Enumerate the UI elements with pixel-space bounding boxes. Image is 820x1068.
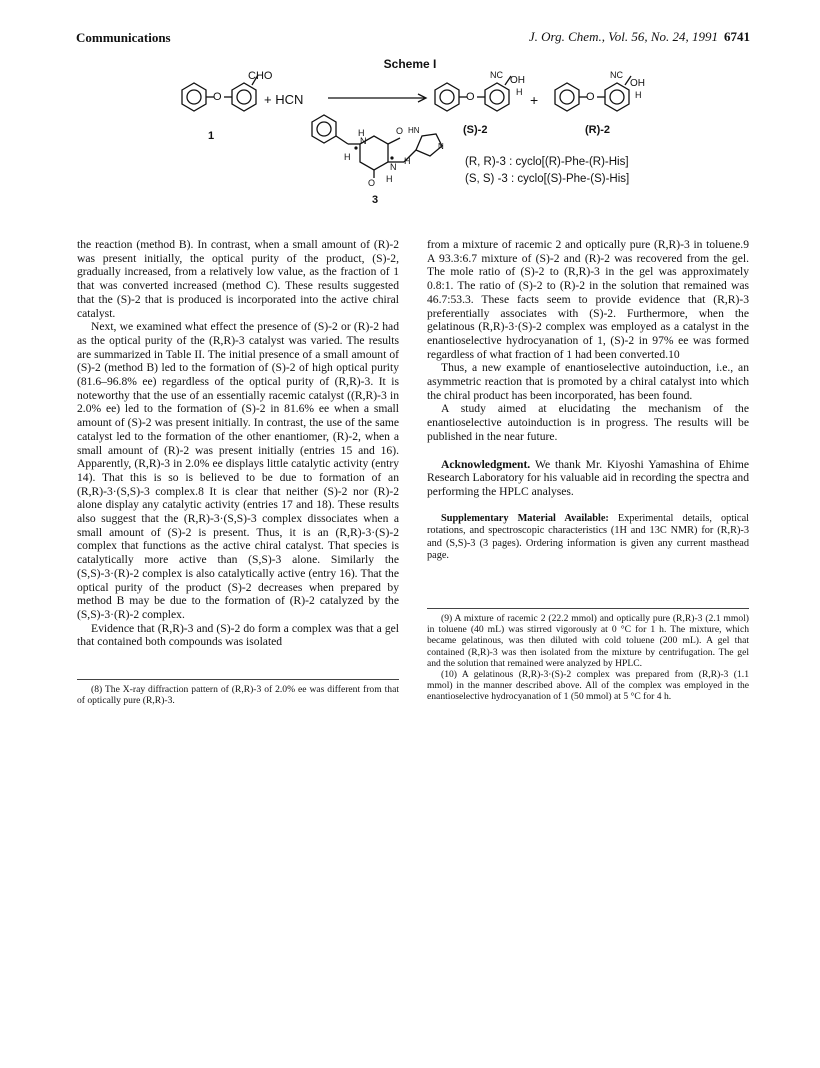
- catalyst-h-label-1: H: [344, 152, 351, 162]
- plus-hcn-label: + HCN: [264, 92, 304, 107]
- supplementary-text: Experimental details, optical rotations, and spectroscopic characteristics (1H and 13C NMR) for (R,R)-3 and (S,S)-3 (3 pages). Ordering information is given any current masthead page.: [427, 512, 749, 562]
- footnote-rule-right: [427, 608, 749, 609]
- footnotes-right: [427, 613, 749, 703]
- scheme-title: Scheme I: [383, 57, 437, 71]
- catalyst-nh-label-2: H: [386, 174, 393, 184]
- catalyst-h-label-2: H: [404, 156, 411, 166]
- running-header-section: Communications: [76, 30, 171, 45]
- compound-1-label: 1: [208, 130, 215, 142]
- left-paragraph-3: Evidence that (R,R)-3 and (S)-2 do form a complex was that a gel that contained both compounds was isolated: [77, 621, 399, 649]
- catalyst-carbonyl-o-1: O: [396, 126, 404, 136]
- catalyst-nh-label-1: H: [358, 128, 365, 138]
- hydrogen-label-s: H: [516, 87, 523, 97]
- imidazole-n-label: N: [438, 142, 444, 151]
- benzene-ring-2a: [435, 83, 459, 111]
- footnote-8-text: (8) The X-ray diffraction pattern of (R,R)-3 of 2.0% ee was different from that of optically pure (R,R)-3.: [77, 684, 399, 707]
- hydroxyl-label-s: OH: [510, 75, 525, 86]
- journal-citation: J. Org. Chem., Vol. 56, No. 24, 1991: [528, 29, 718, 44]
- hydroxyl-label-r: OH: [630, 78, 645, 89]
- catalyst-n-label-1: N: [360, 136, 367, 146]
- left-paragraph-2: Next, we examined what effect the presence of (S)-2 or (R)-2 had as the optical purity of the (R,R)-3 catalyst was varied. The results are summarized in Table II. The initial presence of a small amount of (S)-2 (method B) led to the formation of (S)-2 of high optical purity (81.6–96.8% ee) regardless of the optical purity of (R,R)-3. It is noteworthy that the use of an essentially racemic catalyst ((R,R)-3 in 2.0% ee) led to the formation of (S)-2 in 81.6% ee when a small amount of (S)-2 was present initially. In contrast, the use of the same catalyst led to the formation of the other enantiomer, (R)-2, when a small amount of (R)-2 was present initially (entries 15 and 16). Apparently, (R,R)-3 in 2.0% ee displays little catalytic activity (entry 14). That this is so is believed to be due to formation of an (R,R)-3·(S,S)-3 complex.8 It is clear that neither (S)-2 nor (R)-2 alone display any catalytic activity (entries 17 and 18). These results also suggest that the (R,R)-3·(S,S)-3 complex dissociates when a small amount of (S)-2 is present. Thus, it is an (R,R)-3·(S)-2 complex that functions as the active chiral catalyst. That species is catalytically more active than (S,S)-3 alone. Similarly the (S,S)-3·(R)-2 complex is also catalytically active (entry 16). That the optical purity of the product (S)-2 decreases when prepared by method B may be due to the formation of (R)-2 catalyzed by the (S,S)-3·(R)-2 complex.: [77, 320, 399, 621]
- right-paragraph-3: A study aimed at elucidating the mechanism of the enantioselective autoinduction is in progress. The results will be published in the near future.: [427, 402, 749, 443]
- ether-oxygen-label-1: O: [213, 91, 222, 103]
- left-paragraph-1: the reaction (method B). In contrast, when a small amount of (R)-2 was present initially, the optical purity of the product, (S)-2, gradually increased, from a relatively low value, as the fraction of 1 that was converted increased (method C). These results suggested that the (S)-2 that is produced is incorporated into the active chiral catalyst.: [77, 238, 399, 320]
- hydrogen-label-r: H: [635, 90, 642, 100]
- catalyst-carbonyl-o-2: O: [368, 178, 376, 188]
- running-header-journal: [529, 29, 750, 45]
- compound-3-label: 3: [372, 194, 379, 206]
- plus-sign: +: [530, 92, 539, 108]
- benzene-ring-3b: [605, 83, 629, 111]
- benzene-ring-2b: [485, 83, 509, 111]
- footnote-9-text: (9) A mixture of racemic 2 (22.2 mmol) and optically pure (R,R)-3 (2.1 mmol) in toluene (40 mL) was stirred vigorously at 0 °C for 1 h. The mixture, which became gelatinous, was then diluted with cold toluene (200 mL). A gel that contained (R,R)-3 was then isolated from the mixture by centrifugation. The gel and the solution that remained were analyzed by HPLC.: [427, 613, 749, 669]
- supplementary-heading: Supplementary Material Available:: [441, 512, 609, 524]
- footnote-10-text: (10) A gelatinous (R,R)-3·(S)-2 complex was prepared from (R,R)-3 (1.1 mmol) in the manner described above. All of the complex was employed in the enantioselective hydrocyanation of 1 (50 mmol) at 5 °C for 4 h.: [427, 669, 749, 703]
- reaction-scheme: [160, 70, 720, 220]
- nitrile-label-s: NC: [490, 70, 503, 80]
- imidazole-hn-label: HN: [408, 126, 420, 135]
- benzene-ring-catalyst: [312, 115, 336, 143]
- catalyst-rr-definition: (R, R)-3 : cyclo[(R)-Phe-(R)-His]: [465, 156, 629, 168]
- aldehyde-label: CHO: [248, 70, 273, 82]
- benzene-ring-1b: [232, 83, 256, 111]
- nitrile-label-r: NC: [610, 70, 623, 80]
- product-r-label: (R)-2: [585, 124, 611, 136]
- product-s-label: (S)-2: [463, 124, 488, 136]
- acknowledgment-heading: Acknowledgment.: [441, 457, 531, 471]
- acknowledgment: [427, 458, 749, 499]
- benzene-ring-3a: [555, 83, 579, 111]
- right-paragraph-1: from a mixture of racemic 2 and optically pure (R,R)-3 in toluene.9 A 93.3:6.7 mixture of (S)-2 and (R)-2 was recovered from the gel. The mole ratio of (S)-2 to (R,R)-3 in the gel was approximately 0.8:1. The ratio of (S)-2 to (R)-2 in the solution that remained was 46.7:53.3. These facts seem to provide evidence that (R,R)-3 preferentially associates with (S)-2. Furthermore, when the gelatinous (R,R)-3·(S)-2 complex was employed as a catalyst in the enantioselective hydrocyanation of 1, (S)-2 in 97% ee was formed regardless of what fraction of 1 had been converted.10: [427, 238, 749, 361]
- benzene-ring-1a: [182, 83, 206, 111]
- right-paragraph-2: Thus, a new example of enantioselective autoinduction, i.e., an asymmetric reaction that is promoted by a chiral catalyst into which the chiral product has been incorporated, has been found.: [427, 361, 749, 402]
- supplementary-material: [427, 513, 749, 563]
- left-column: [77, 238, 399, 649]
- page-number: 6741: [724, 29, 750, 44]
- right-column: [427, 238, 749, 563]
- catalyst-n-label-2: N: [390, 162, 397, 172]
- footnote-8: [77, 684, 399, 706]
- catalyst-ss-definition: (S, S) -3 : cyclo[(S)-Phe-(S)-His]: [465, 173, 630, 185]
- ether-oxygen-label-2: O: [466, 91, 475, 103]
- acknowledgment-text: We thank Mr. Kiyoshi Yamashina of Ehime Research Laboratory for his valuable aid in recording the spectra and performing the HPLC analyses.: [427, 457, 749, 498]
- footnote-rule-left: [77, 679, 399, 680]
- ether-oxygen-label-3: O: [586, 91, 595, 103]
